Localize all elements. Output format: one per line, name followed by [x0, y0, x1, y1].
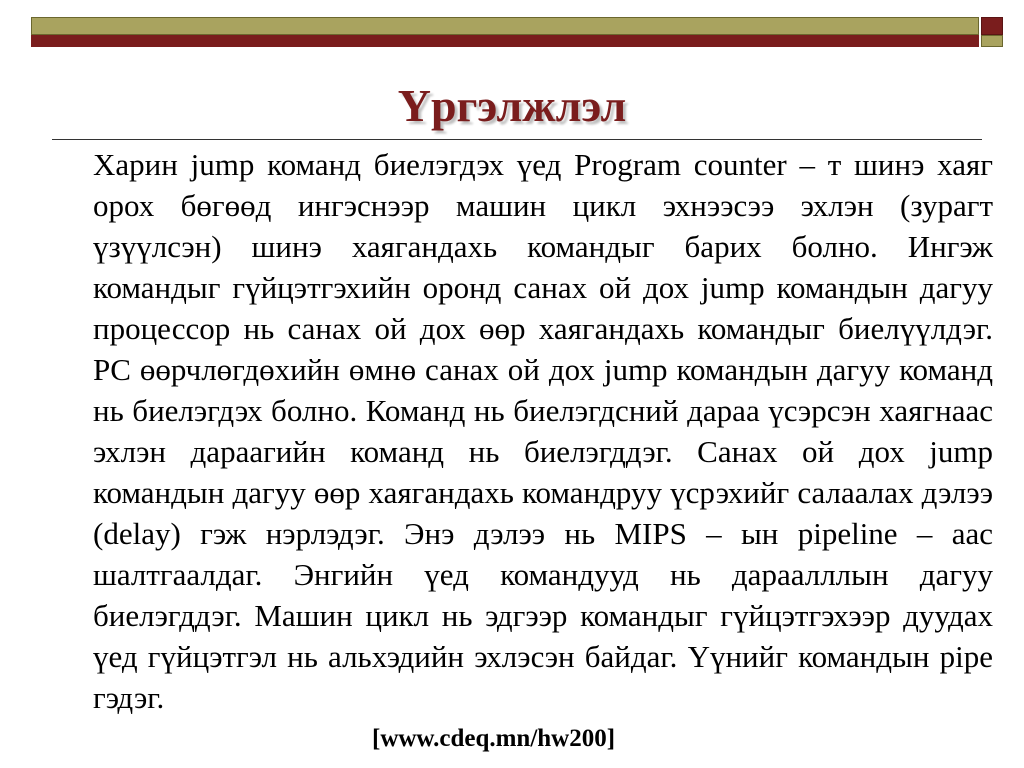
slide-title: Үргэлжлэл — [397, 80, 627, 131]
header-square-olive — [981, 35, 1003, 47]
header-square-maroon — [981, 17, 1003, 35]
header-bar-maroon — [31, 35, 979, 47]
body-paragraph: Харин jump команд биелэгдэх үед Program counter – т шинэ хаяг орох бөгөөд ингэснээр машин цикл эхнээсээ эхлэн (зурагт үзүүлсэн) шинэ хаягандахь командыг барих болно. Ингэж командыг гүйцэтгэхийн оронд санах ой дох jump командын дагуу процессор нь санах ой дох өөр хаягандахь командыг биелүүлдэг. PC өөрчлөгдөхийн өмнө санах ой дох jump командын дагуу команд нь биелэгдэх болно. Команд нь биелэгдсний дараа үсэрсэн хаягнаас эхлэн дараагийн команд нь биелэгддэг. Санах ой дох jump командын дагуу өөр хаягандахь командруу үсрэхийг салаалах дэлээ (delay) гэж нэрлэдэг. Энэ дэлээ нь MIPS – ын pipeline – аас шалтгаалдаг. Энгийн үед командууд нь дараалллын дагуу биелэгддэг. Машин цикл нь эдгээр командыг гүйцэтгэхээр дуудах үед гүйцэтгэл нь альхэдийн эхлэсэн байдаг. Үүнийг командын pipe гэдэг. — [93, 147, 993, 715]
title-divider — [52, 139, 982, 140]
header-bar-olive — [31, 17, 979, 35]
source-citation: [www.cdeq.mn/hw200] — [372, 725, 616, 752]
